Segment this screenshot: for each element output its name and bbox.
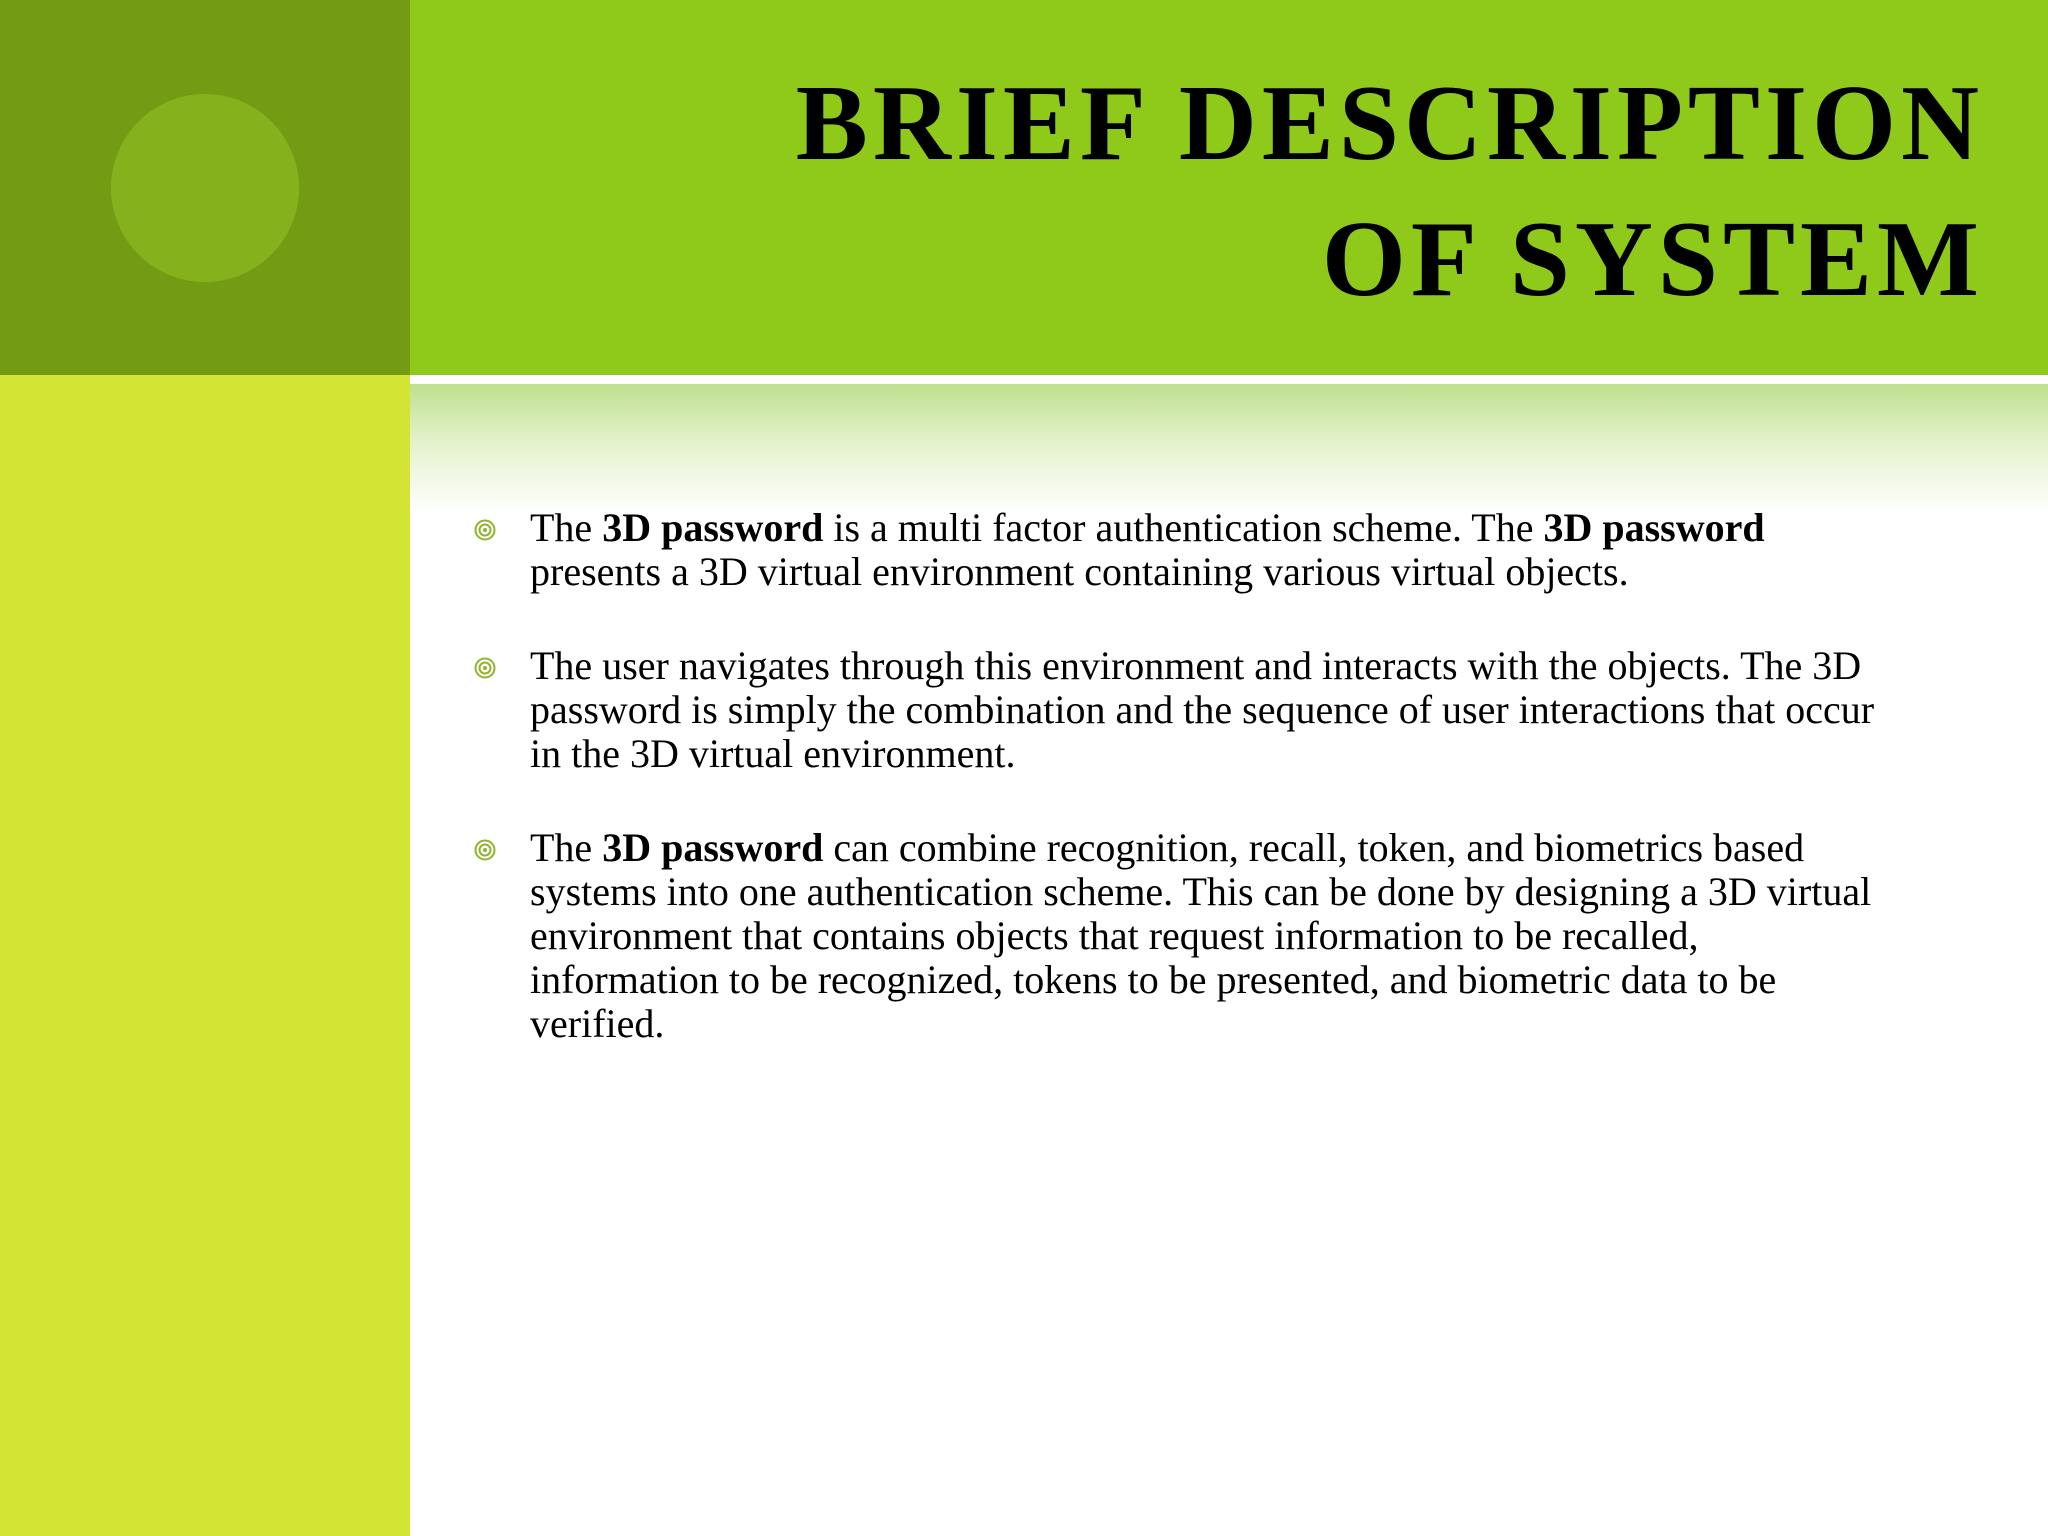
bullet-text-bold-run: 3D password [602, 825, 824, 870]
divider-line [410, 375, 2048, 384]
decorative-circle [111, 94, 299, 282]
bullet-text-run: The [530, 825, 603, 870]
bullet-text [530, 643, 1874, 776]
bullet-list [472, 506, 1892, 1096]
slide-title-line-1: BRIEF DESCRIPTION [795, 64, 1984, 183]
gradient-band [410, 384, 2048, 514]
concentric-circle-bullet-icon [474, 519, 496, 541]
bullet-text-bold-run: 3D password [1543, 505, 1765, 550]
corner-block [0, 0, 410, 375]
bullet-text-run: presents a 3D virtual environment containing various virtual objects. [530, 549, 1629, 594]
bullet-text-bold-run: 3D password [602, 505, 824, 550]
bullet-item [472, 506, 1892, 594]
bullet-text [530, 505, 1765, 594]
bullet-text-run: The [530, 505, 603, 550]
slide-title-line-2: OF SYSTEM [1321, 200, 1984, 319]
concentric-circle-bullet-icon [474, 657, 496, 679]
concentric-circle-bullet-icon [474, 839, 496, 861]
bullet-item [472, 644, 1892, 776]
bullet-item [472, 826, 1892, 1046]
bullet-text [530, 825, 1871, 1046]
bullet-text-run: The user navigates through this environment and interacts with the objects. The 3D password is simply the combination and the sequence of user interactions that occur in the 3D virtual environment. [530, 643, 1875, 776]
slide-title [484, 56, 1984, 328]
bullet-text-run: can combine recognition, recall, token, and biometrics based systems into one authentication scheme. This can be done by designing a 3D virtual environment that contains objects that request information to be recalled, information to be recognized, tokens to be presented, and biometric data to be verified. [530, 825, 1872, 1046]
left-side-band [0, 375, 410, 1536]
bullet-text-run: is a multi factor authentication scheme. The [823, 505, 1544, 550]
